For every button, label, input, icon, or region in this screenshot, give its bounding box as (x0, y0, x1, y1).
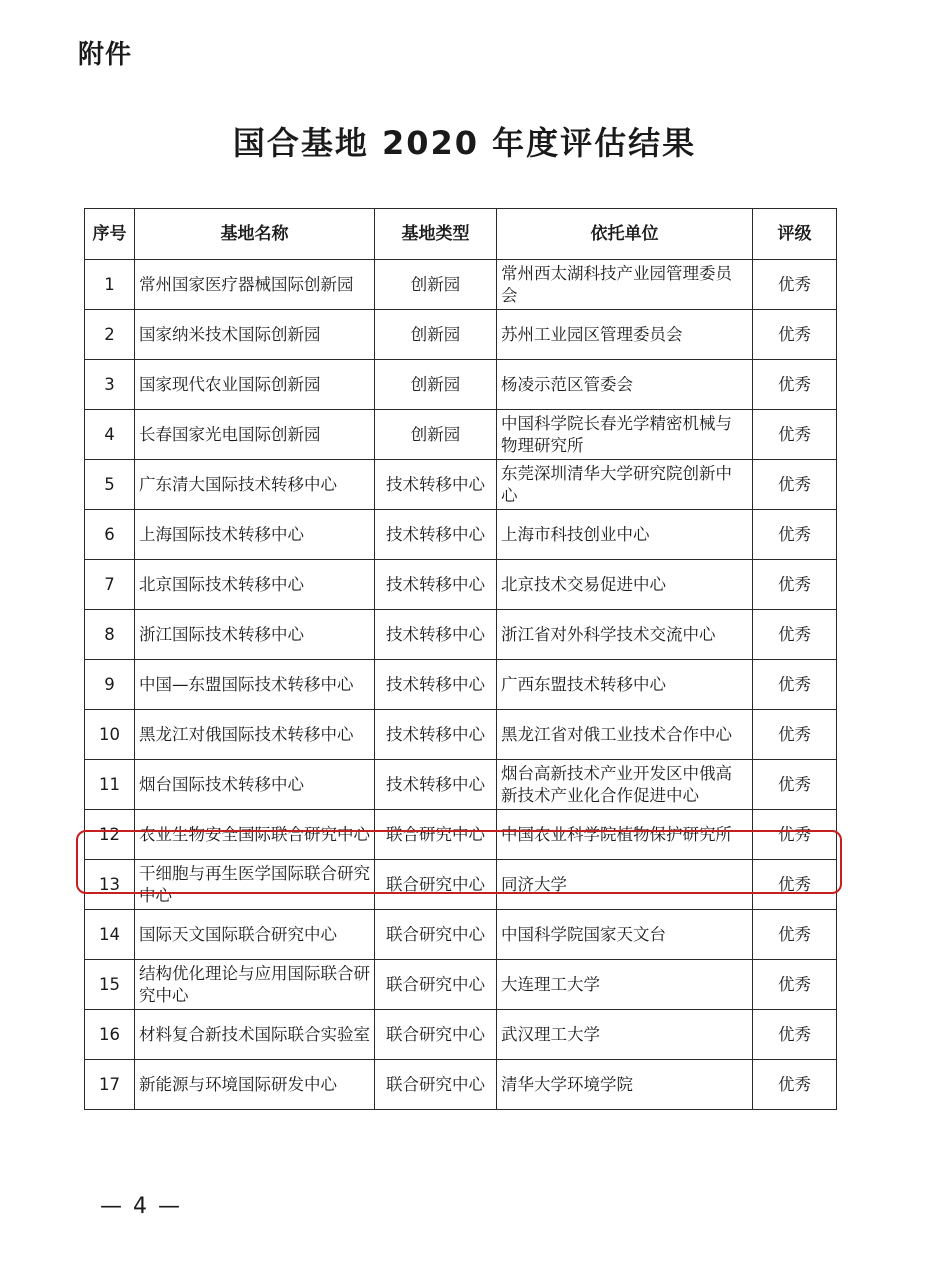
cell-base-type: 联合研究中心 (375, 960, 497, 1010)
cell-rating: 优秀 (753, 710, 837, 760)
cell-base-name: 烟台国际技术转移中心 (135, 760, 375, 810)
header-host-unit: 依托单位 (497, 209, 753, 260)
table-header-row (85, 209, 837, 260)
cell-serial-number: 8 (85, 610, 135, 660)
table-row (85, 860, 837, 910)
cell-host-unit: 苏州工业园区管理委员会 (497, 310, 753, 360)
cell-base-name: 国际天文国际联合研究中心 (135, 910, 375, 960)
cell-rating: 优秀 (753, 1060, 837, 1110)
cell-host-unit: 中国农业科学院植物保护研究所 (497, 810, 753, 860)
table-row (85, 460, 837, 510)
cell-rating: 优秀 (753, 960, 837, 1010)
cell-base-type: 创新园 (375, 310, 497, 360)
cell-serial-number: 9 (85, 660, 135, 710)
cell-serial-number: 11 (85, 760, 135, 810)
cell-base-name: 材料复合新技术国际联合实验室 (135, 1010, 375, 1060)
cell-serial-number: 2 (85, 310, 135, 360)
table-row (85, 510, 837, 560)
table-row (85, 410, 837, 460)
cell-serial-number: 13 (85, 860, 135, 910)
cell-base-name: 浙江国际技术转移中心 (135, 610, 375, 660)
cell-rating: 优秀 (753, 410, 837, 460)
cell-host-unit: 上海市科技创业中心 (497, 510, 753, 560)
cell-host-unit: 黑龙江省对俄工业技术合作中心 (497, 710, 753, 760)
cell-rating: 优秀 (753, 610, 837, 660)
page-number: — 4 — (100, 1194, 182, 1219)
cell-base-name: 干细胞与再生医学国际联合研究中心 (135, 860, 375, 910)
cell-serial-number: 16 (85, 1010, 135, 1060)
table-row (85, 360, 837, 410)
cell-host-unit: 大连理工大学 (497, 960, 753, 1010)
table-row (85, 1060, 837, 1110)
cell-base-name: 北京国际技术转移中心 (135, 560, 375, 610)
table-row (85, 760, 837, 810)
cell-serial-number: 6 (85, 510, 135, 560)
table-row (85, 710, 837, 760)
cell-base-type: 技术转移中心 (375, 710, 497, 760)
cell-host-unit: 东莞深圳清华大学研究院创新中心 (497, 460, 753, 510)
cell-serial-number: 5 (85, 460, 135, 510)
cell-serial-number: 10 (85, 710, 135, 760)
cell-rating: 优秀 (753, 810, 837, 860)
cell-serial-number: 4 (85, 410, 135, 460)
cell-host-unit: 北京技术交易促进中心 (497, 560, 753, 610)
table-row-highlighted (85, 810, 837, 860)
header-base-type: 基地类型 (375, 209, 497, 260)
cell-serial-number: 14 (85, 910, 135, 960)
cell-base-type: 联合研究中心 (375, 1060, 497, 1110)
cell-base-type: 创新园 (375, 260, 497, 310)
cell-base-name: 广东清大国际技术转移中心 (135, 460, 375, 510)
table-row (85, 610, 837, 660)
cell-base-type: 联合研究中心 (375, 1010, 497, 1060)
cell-serial-number: 3 (85, 360, 135, 410)
cell-rating: 优秀 (753, 260, 837, 310)
cell-host-unit: 中国科学院长春光学精密机械与物理研究所 (497, 410, 753, 460)
table-row (85, 310, 837, 360)
cell-base-name: 黑龙江对俄国际技术转移中心 (135, 710, 375, 760)
cell-host-unit: 广西东盟技术转移中心 (497, 660, 753, 710)
cell-base-type: 技术转移中心 (375, 760, 497, 810)
cell-host-unit: 浙江省对外科学技术交流中心 (497, 610, 753, 660)
cell-rating: 优秀 (753, 360, 837, 410)
cell-base-type: 创新园 (375, 410, 497, 460)
cell-base-type: 技术转移中心 (375, 460, 497, 510)
cell-base-name: 国家现代农业国际创新园 (135, 360, 375, 410)
cell-rating: 优秀 (753, 760, 837, 810)
cell-base-type: 技术转移中心 (375, 510, 497, 560)
cell-host-unit: 烟台高新技术产业开发区中俄高新技术产业化合作促进中心 (497, 760, 753, 810)
header-base-name: 基地名称 (135, 209, 375, 260)
cell-serial-number: 17 (85, 1060, 135, 1110)
cell-serial-number: 12 (85, 810, 135, 860)
cell-base-name: 中国—东盟国际技术转移中心 (135, 660, 375, 710)
cell-rating: 优秀 (753, 1010, 837, 1060)
document-title: 国合基地 2020 年度评估结果 (232, 124, 697, 162)
cell-host-unit: 同济大学 (497, 860, 753, 910)
table-row (85, 560, 837, 610)
attachment-label: 附件 (78, 40, 133, 70)
cell-serial-number: 1 (85, 260, 135, 310)
cell-base-name: 农业生物安全国际联合研究中心 (135, 810, 375, 860)
cell-rating: 优秀 (753, 510, 837, 560)
cell-host-unit: 常州西太湖科技产业园管理委员会 (497, 260, 753, 310)
cell-base-name: 长春国家光电国际创新园 (135, 410, 375, 460)
cell-rating: 优秀 (753, 910, 837, 960)
cell-base-name: 国家纳米技术国际创新园 (135, 310, 375, 360)
cell-host-unit: 清华大学环境学院 (497, 1060, 753, 1110)
cell-host-unit: 中国科学院国家天文台 (497, 910, 753, 960)
cell-base-type: 联合研究中心 (375, 810, 497, 860)
cell-base-type: 技术转移中心 (375, 560, 497, 610)
cell-serial-number: 7 (85, 560, 135, 610)
cell-host-unit: 杨凌示范区管委会 (497, 360, 753, 410)
cell-base-type: 技术转移中心 (375, 660, 497, 710)
cell-base-type: 联合研究中心 (375, 860, 497, 910)
cell-base-type: 技术转移中心 (375, 610, 497, 660)
cell-base-name: 上海国际技术转移中心 (135, 510, 375, 560)
cell-base-type: 联合研究中心 (375, 910, 497, 960)
cell-rating: 优秀 (753, 460, 837, 510)
table-row (85, 960, 837, 1010)
cell-base-name: 结构优化理论与应用国际联合研究中心 (135, 960, 375, 1010)
header-rating: 评级 (753, 209, 837, 260)
results-table (84, 208, 837, 1110)
cell-base-type: 创新园 (375, 360, 497, 410)
cell-rating: 优秀 (753, 660, 837, 710)
header-serial-number: 序号 (85, 209, 135, 260)
cell-base-name: 常州国家医疗器械国际创新园 (135, 260, 375, 310)
cell-rating: 优秀 (753, 860, 837, 910)
cell-base-name: 新能源与环境国际研发中心 (135, 1060, 375, 1110)
cell-rating: 优秀 (753, 560, 837, 610)
table-row (85, 660, 837, 710)
cell-host-unit: 武汉理工大学 (497, 1010, 753, 1060)
cell-serial-number: 15 (85, 960, 135, 1010)
table-row (85, 910, 837, 960)
table-row (85, 1010, 837, 1060)
table-row (85, 260, 837, 310)
cell-rating: 优秀 (753, 310, 837, 360)
